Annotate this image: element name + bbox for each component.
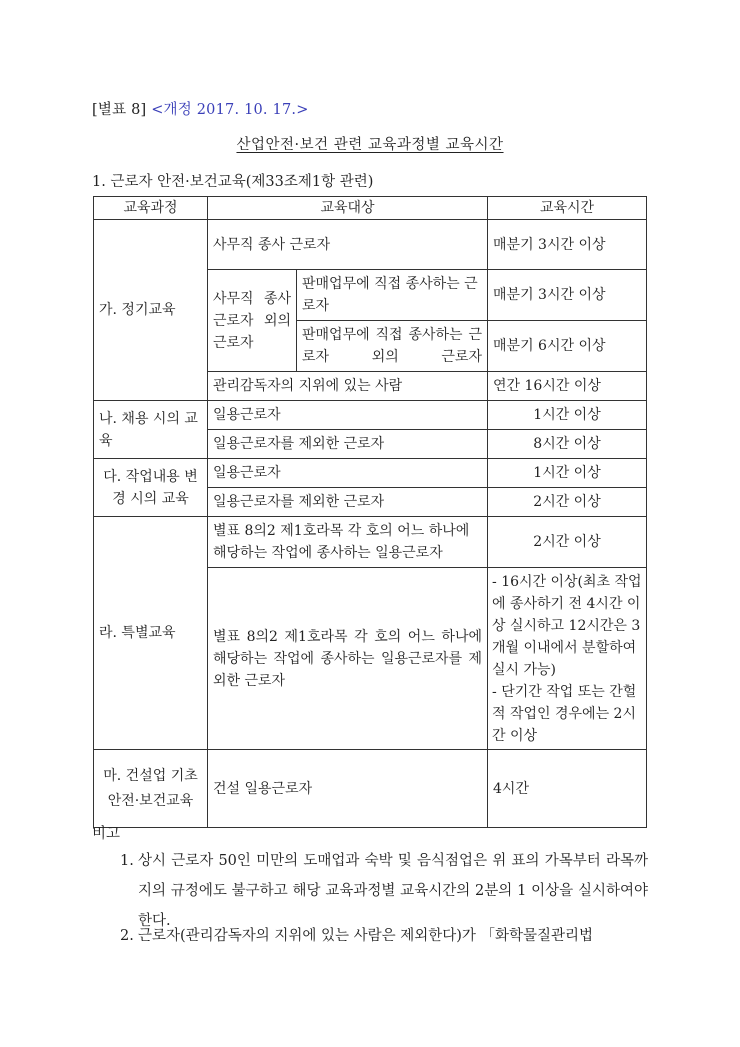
table-row [94,459,647,488]
target-change-daily: 일용근로자 [208,459,488,488]
target-nonsales: 판매업무에 직접 종사하는 근로자 외의 근로자 [297,321,488,372]
time-special-daily: 2시간 이상 [488,517,647,568]
target-hiring-daily: 일용근로자 [208,401,488,430]
header-time: 교육시간 [488,197,647,220]
target-special-other: 별표 8의2 제1호라목 각 호의 어느 하나에 해당하는 작업에 종사하는 일용근로자를 제외한 근로자 [208,568,488,750]
target-manager: 관리감독자의 지위에 있는 사람 [208,372,488,401]
time-construction: 4시간 [488,750,647,828]
time-hiring-daily: 1시간 이상 [488,401,647,430]
document-title: 산업안전·보건 관련 교육과정별 교육시간 [236,137,504,153]
education-hours-table [93,196,647,828]
time-special-other [488,568,647,750]
time-change-daily: 1시간 이상 [488,459,647,488]
table-row [94,517,647,568]
target-special-daily: 별표 8의2 제1호라목 각 호의 어느 하나에 해당하는 작업에 종사하는 일용근로자 [208,517,488,568]
header-target: 교육대상 [208,197,488,220]
time-special-note-1: - 16시간 이상(최초 작업에 종사하기 전 4시간 이상 실시하고 12시간은 3개월 이내에서 분할하여 실시 가능) [492,573,642,678]
time-nonsales: 매분기 6시간 이상 [488,321,647,372]
section-title: 1. 근로자 안전·보건교육(제33조제1항 관련) [92,174,374,190]
time-change-other: 2시간 이상 [488,488,647,517]
remark-text: 상시 근로자 50인 미만의 도매업과 숙박 및 음식점업은 위 표의 가목부터 라목까지의 규정에도 불구하고 해당 교육과정별 교육시간의 2분의 1 이상을 실시하여야 한다. [138,853,648,929]
header-course: 교육과정 [94,197,208,220]
attachment-label: [별표 8] [92,102,147,118]
target-construction: 건설 일용근로자 [208,750,488,828]
table-header-row [94,197,647,220]
course-regular: 가. 정기교육 [94,220,208,401]
time-hiring-other: 8시간 이상 [488,430,647,459]
target-office: 사무직 종사 근로자 [208,220,488,270]
time-special-note-2: - 단기간 작업 또는 간헐적 작업인 경우에는 2시간 이상 [492,683,637,744]
target-change-other: 일용근로자를 제외한 근로자 [208,488,488,517]
time-sales: 매분기 3시간 이상 [488,270,647,321]
revision-link[interactable]: <개정 2017. 10. 17.> [151,102,309,118]
target-nonoffice: 사무직 종사 근로자 외의 근로자 [208,270,297,372]
attachment-header [92,98,309,119]
target-hiring-other: 일용근로자를 제외한 근로자 [208,430,488,459]
table-row [94,220,647,270]
target-sales: 판매업무에 직접 종사하는 근로자 [297,270,488,321]
remarks-label: 비고 [92,826,121,842]
remark-number: 1. [120,853,134,869]
course-special: 라. 특별교육 [94,517,208,750]
table-row [94,750,647,828]
remark-text: 근로자(관리감독자의 지위에 있는 사람은 제외한다)가 「화학물질관리법 [138,928,594,944]
remark-number: 2. [120,928,134,944]
course-change: 다. 작업내용 변경 시의 교육 [94,459,208,517]
course-hiring: 나. 채용 시의 교육 [94,401,208,459]
table-row [94,401,647,430]
time-manager: 연간 16시간 이상 [488,372,647,401]
remark-item-2 [120,921,648,951]
time-office: 매분기 3시간 이상 [488,220,647,270]
course-construction: 마. 건설업 기초 안전·보건교육 [94,750,208,828]
